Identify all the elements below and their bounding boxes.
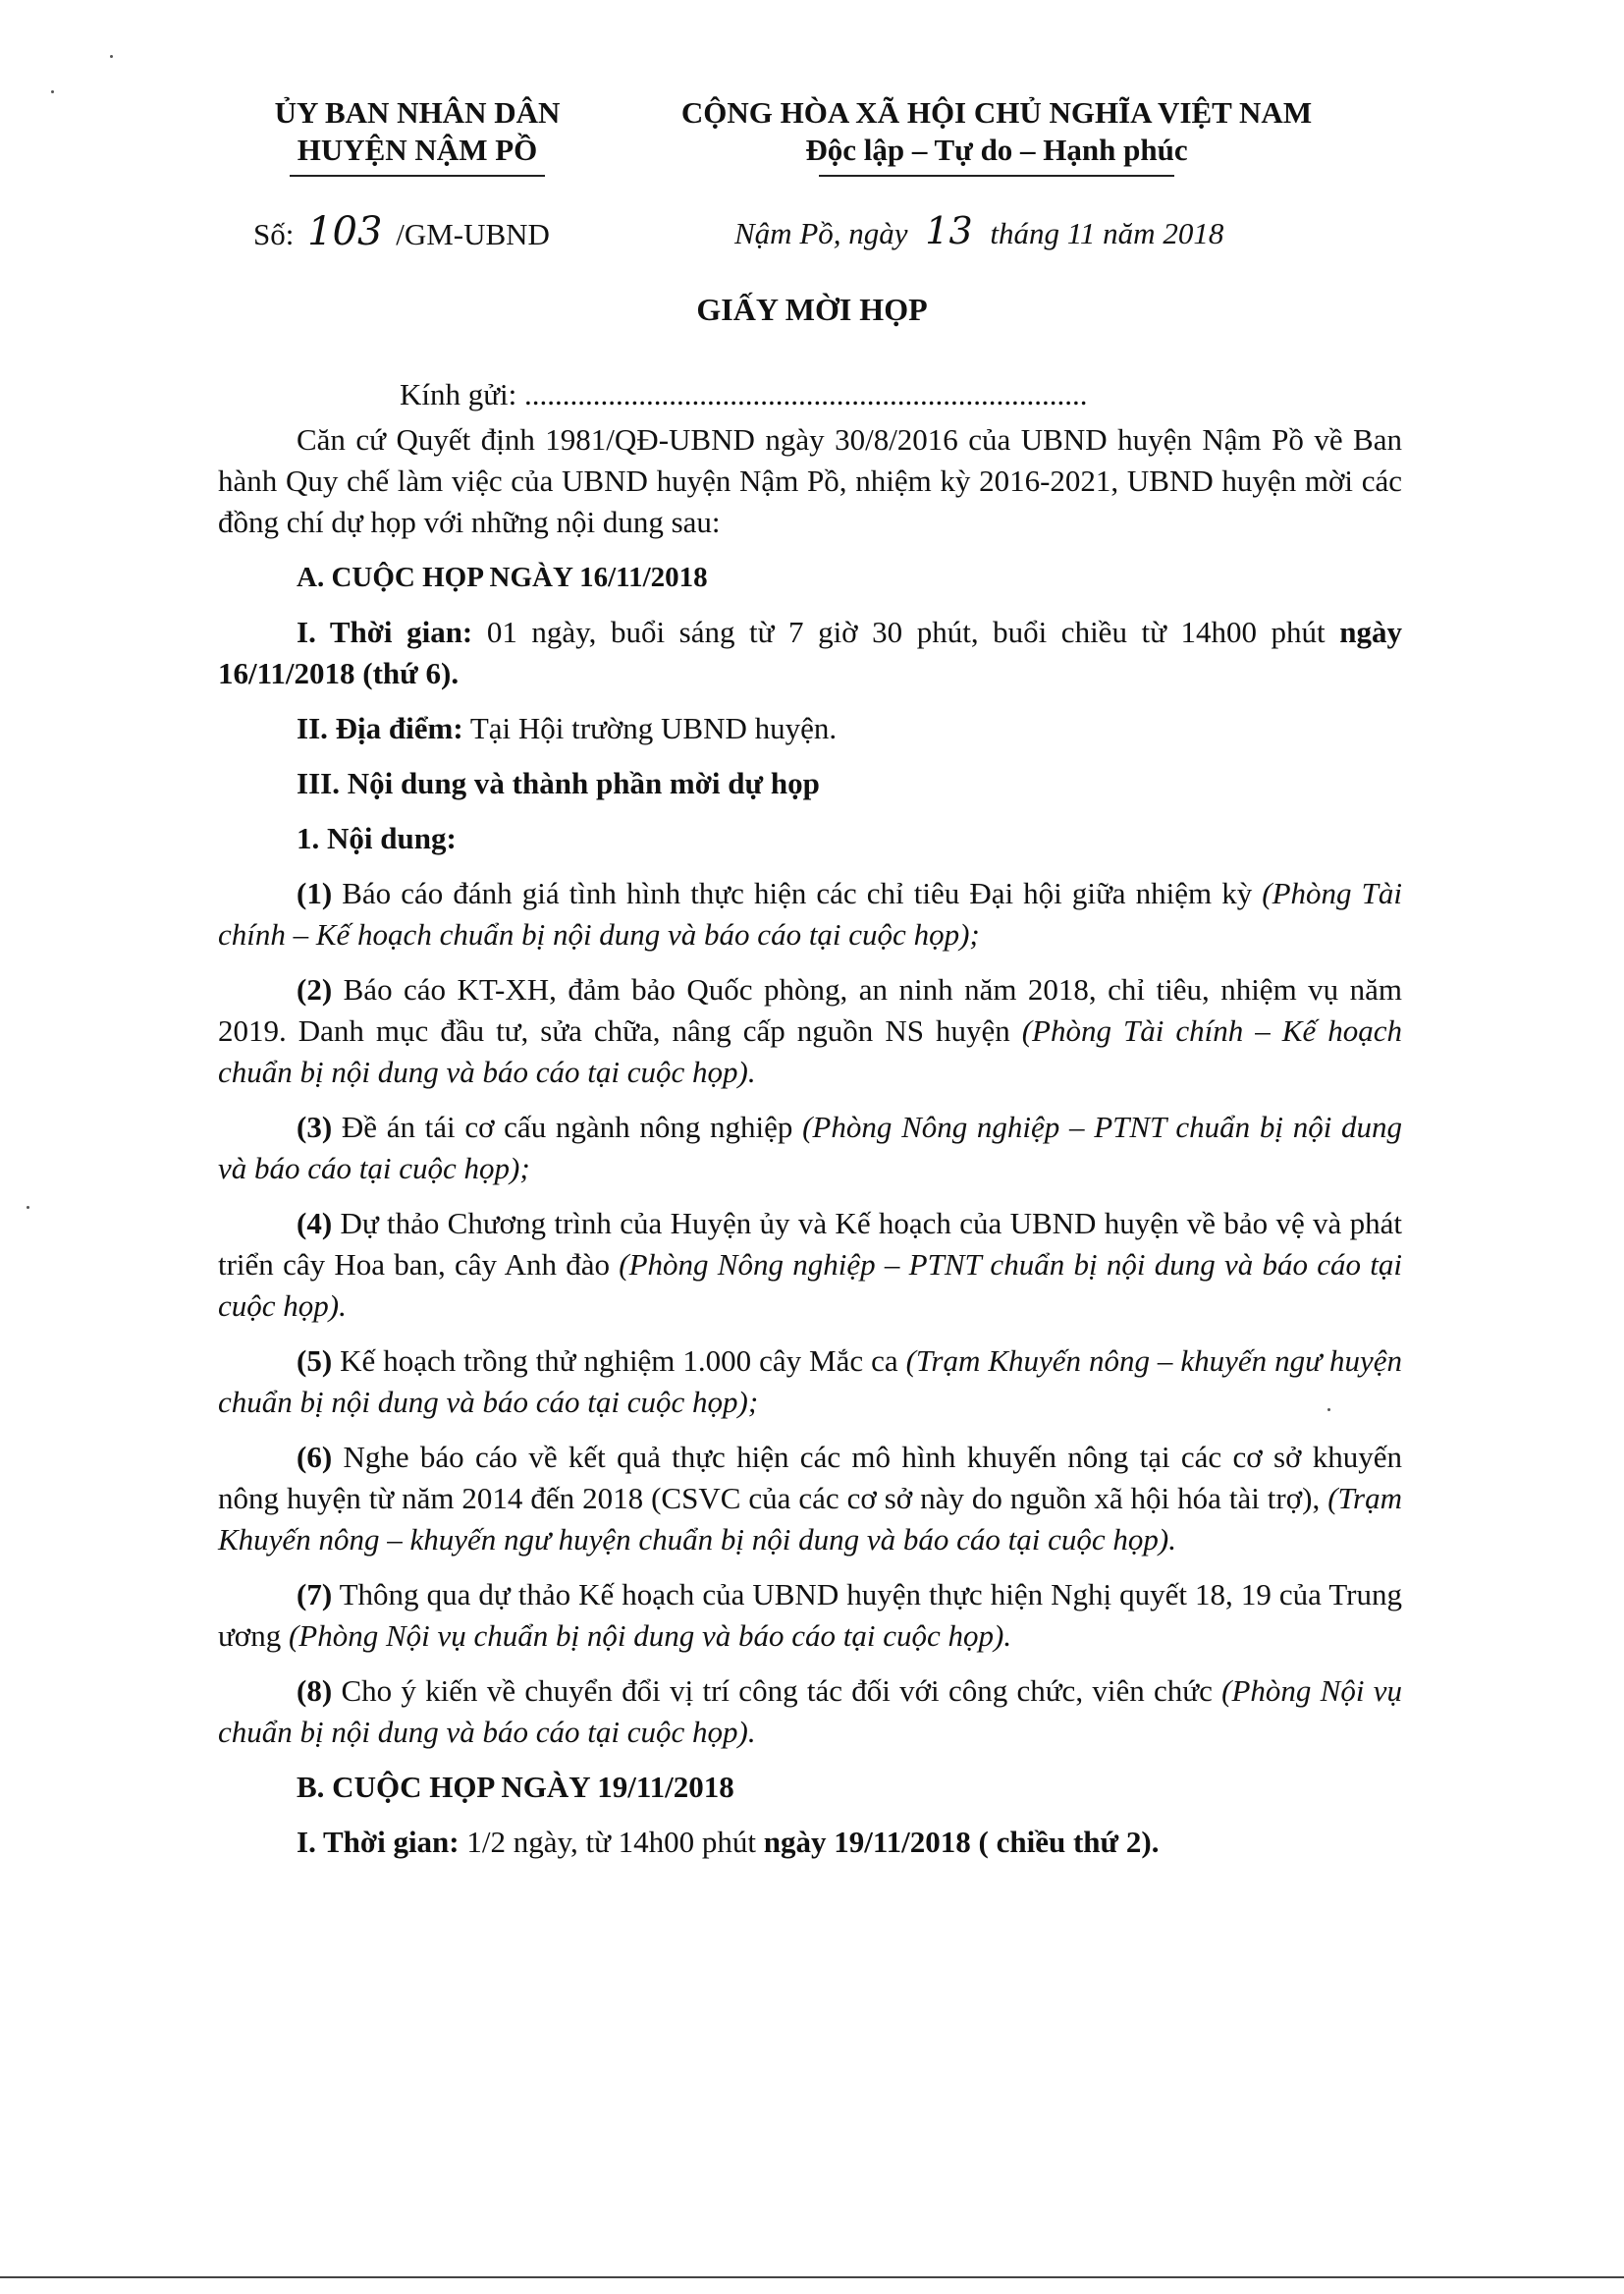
time-date: ngày 16/11/2018 (thứ 6).	[218, 615, 1402, 690]
date-prefix: Nậm Pồ, ngày	[734, 216, 908, 250]
item-note: (Phòng Nông nghiệp – PTNT chuẩn bị nội dung và báo cáo tại cuộc họp).	[218, 1247, 1403, 1323]
item-number: (6)	[297, 1440, 333, 1474]
motto-underline	[819, 175, 1174, 177]
document-number	[253, 209, 550, 254]
place-text: Tại Hội trường UBND huyện.	[462, 711, 838, 745]
item-number: (2)	[297, 972, 333, 1007]
scan-speck	[110, 55, 113, 58]
item-number: (7)	[297, 1577, 333, 1611]
date-rest: tháng 11 năm 2018	[990, 216, 1224, 250]
section-a-time	[218, 612, 1402, 694]
agenda-item	[218, 1670, 1402, 1753]
ref-prefix: Số:	[253, 217, 295, 251]
section-b-time	[218, 1822, 1402, 1863]
time-label: I. Thời gian:	[297, 615, 473, 649]
scan-edge-line	[0, 2276, 1624, 2278]
agenda-item	[218, 1340, 1402, 1423]
document-title: GIẤY MỜI HỌP	[696, 292, 928, 327]
agenda-item	[218, 873, 1402, 956]
intro-paragraph: Căn cứ Quyết định 1981/QĐ-UBND ngày 30/8/2016 của UBND huyện Nậm Pồ về Ban hành Quy chế làm việc của UBND huyện Nậm Pồ, nhiệm kỳ 2016-2021, UBND huyện mời các đồng chí dự họp với những nội dung sau:	[218, 422, 1402, 539]
item-number: (3)	[297, 1110, 333, 1144]
scan-speck	[1327, 1408, 1330, 1411]
national-header	[677, 94, 1316, 177]
time-text: 01 ngày, buổi sáng từ 7 giờ 30 phút, buổi chiều từ 14h00 phút	[472, 615, 1340, 649]
agenda-item	[218, 1574, 1402, 1657]
recipient-line: Kính gửi: ..........................................................................	[400, 377, 1088, 411]
item-text: Nghe báo cáo về kết quả thực hiện các mô hình khuyến nông tại các cơ sở khuyến nông huyện từ năm 2014 đến 2018 (CSVC của các cơ sở này do nguồn xã hội hóa tài trợ),	[218, 1440, 1402, 1515]
nation-line-2: Độc lập – Tự do – Hạnh phúc	[805, 133, 1188, 167]
section-b-heading: B. CUỘC HỌP NGÀY 19/11/2018	[297, 1770, 734, 1804]
item-text: Dự thảo Chương trình của Huyện ủy và Kế hoạch của UBND huyện về bảo vệ và phát triển cây Hoa ban, cây Anh đào	[218, 1206, 1402, 1282]
time-text: 1/2 ngày, từ 14h00 phút	[459, 1825, 764, 1859]
item-note: (Phòng Nông nghiệp – PTNT chuẩn bị nội dung và báo cáo tại cuộc họp);	[218, 1110, 1402, 1185]
content-subheading: 1. Nội dung:	[297, 821, 457, 855]
item-text: Cho ý kiến về chuyển đổi vị trí công tác đối với công chức, viên chức	[332, 1673, 1222, 1708]
section-a-heading: A. CUỘC HỌP NGÀY 16/11/2018	[297, 562, 708, 593]
time-date: ngày 19/11/2018 ( chiều thứ 2).	[763, 1825, 1160, 1859]
agenda-item	[218, 1203, 1402, 1327]
item-number: (1)	[297, 876, 333, 910]
org-line-1: ỦY BAN NHÂN DÂN	[274, 95, 561, 130]
place-label: II. Địa điểm:	[297, 711, 463, 745]
content-heading: III. Nội dung và thành phần mời dự họp	[297, 766, 820, 800]
item-note: (Phòng Nội vụ chuẩn bị nội dung và báo cáo tại cuộc họp).	[288, 1618, 1012, 1653]
nation-line-1: CỘNG HÒA XÃ HỘI CHỦ NGHĨA VIỆT NAM	[680, 95, 1313, 130]
time-label: I. Thời gian:	[297, 1825, 460, 1859]
item-number: (5)	[297, 1343, 333, 1378]
item-text: Báo cáo đánh giá tình hình thực hiện các chỉ tiêu Đại hội giữa nhiệm kỳ	[332, 876, 1263, 910]
scan-speck	[51, 90, 54, 93]
item-number: (8)	[297, 1673, 333, 1708]
place-date	[734, 209, 1223, 252]
agenda-item	[218, 1437, 1402, 1560]
item-note: (Trạm Khuyến nông – khuyến ngư huyện chuẩn bị nội dung và báo cáo tại cuộc họp);	[218, 1343, 1402, 1419]
item-text: Báo cáo KT-XH, đảm bảo Quốc phòng, an ninh năm 2018, chỉ tiêu, nhiệm vụ năm 2019. Danh mục đầu tư, sửa chữa, nâng cấp nguồn NS huyện	[218, 972, 1402, 1048]
issuing-authority	[232, 94, 603, 177]
item-number: (4)	[297, 1206, 333, 1240]
section-a-place	[218, 708, 1402, 749]
org-line-2: HUYỆN NẬM PỒ	[297, 133, 538, 167]
ref-suffix: /GM-UBND	[396, 217, 550, 251]
item-text: Đề án tái cơ cấu ngành nông nghiệp	[332, 1110, 803, 1144]
item-note: (Phòng Tài chính – Kế hoạch chuẩn bị nội dung và báo cáo tại cuộc họp).	[218, 1013, 1402, 1089]
item-text: Thông qua dự thảo Kế hoạch của UBND huyện thực hiện Nghị quyết 18, 19 của Trung ương	[218, 1577, 1402, 1653]
handwritten-day: 13	[925, 209, 973, 252]
item-note: (Trạm Khuyến nông – khuyến ngư huyện chuẩn bị nội dung và báo cáo tại cuộc họp).	[218, 1481, 1402, 1557]
item-note: (Phòng Nội vụ chuẩn bị nội dung và báo cáo tại cuộc họp).	[218, 1673, 1403, 1749]
document-body	[218, 419, 1402, 1877]
scan-speck	[27, 1206, 29, 1209]
item-text: Kế hoạch trồng thử nghiệm 1.000 cây Mắc ca	[332, 1343, 906, 1378]
handwritten-number: 103	[307, 209, 383, 254]
org-underline	[290, 175, 545, 177]
item-note: (Phòng Tài chính – Kế hoạch chuẩn bị nội dung và báo cáo tại cuộc họp);	[218, 876, 1402, 952]
agenda-item	[218, 969, 1402, 1093]
agenda-item	[218, 1107, 1402, 1189]
